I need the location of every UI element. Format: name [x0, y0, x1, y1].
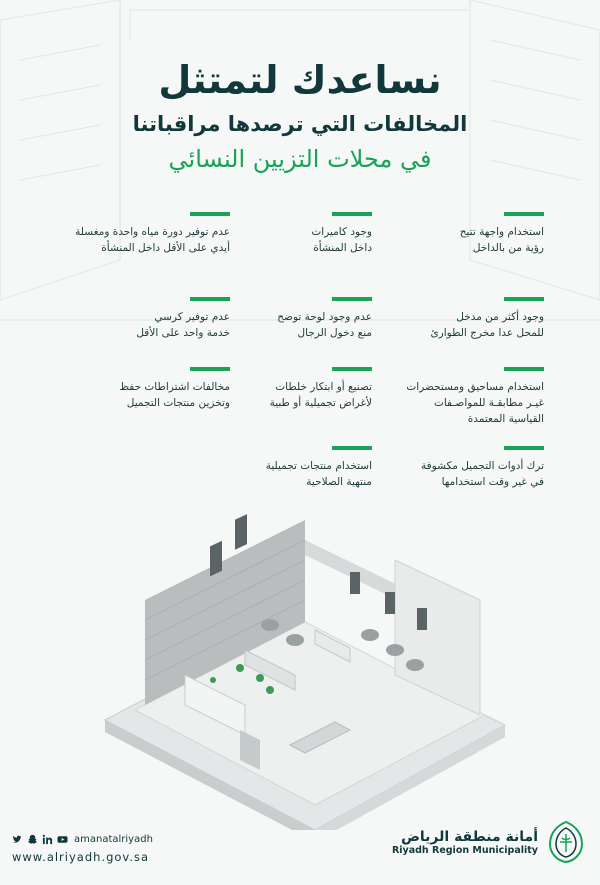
logo-text — [392, 829, 538, 856]
page-title: نساعدك لتمتثل — [158, 58, 442, 102]
violation-text: استخدام منتجات تجميلية منتهية الصلاحية — [265, 460, 372, 488]
violation-text: وجود أكثر من مدخل للمحل عدا مخرج الطوارئ — [430, 311, 544, 339]
municipality-logo — [392, 820, 586, 864]
violation-text: استخدام واجهة تتيح رؤية من بالداخل — [459, 226, 544, 254]
linkedin-icon[interactable] — [42, 834, 53, 845]
item-accent-bar — [332, 367, 372, 371]
youtube-icon[interactable] — [57, 834, 68, 845]
violation-text: عدم وجود لوحة توضح منع دخول الرجال — [277, 311, 372, 339]
item-accent-bar — [190, 212, 230, 216]
municipality-emblem-icon — [546, 820, 586, 864]
violation-item — [200, 446, 372, 490]
page-subtitle: المخالفات التي ترصدها مراقباتنا — [132, 112, 468, 136]
social-handle[interactable]: amanatalriyadh — [74, 833, 153, 845]
footer-contact — [12, 832, 212, 864]
item-accent-bar — [332, 446, 372, 450]
violation-text: عدم توفير دورة مياه واحدة ومغسلة أيدي على الأقل داخل المنشأة — [75, 226, 230, 254]
item-accent-bar — [504, 367, 544, 371]
violation-text: عدم توفير كرسي خدمة واحد على الأقل — [136, 311, 230, 339]
violation-item — [362, 367, 544, 427]
item-accent-bar — [332, 212, 372, 216]
item-accent-bar — [504, 297, 544, 301]
violation-item — [372, 446, 544, 490]
snapchat-icon[interactable] — [27, 834, 38, 845]
item-accent-bar — [332, 297, 372, 301]
violation-item — [372, 297, 544, 341]
salon-illustration — [95, 500, 515, 830]
item-accent-bar — [504, 446, 544, 450]
item-accent-bar — [190, 297, 230, 301]
logo-english-name: Riyadh Region Municipality — [391, 844, 538, 856]
violation-text: وجود كاميرات داخل المنشأة — [311, 226, 372, 254]
twitter-icon[interactable] — [12, 834, 23, 845]
violation-text: مخالفات اشتراطات حفظ وتخزين منتجات التجميل — [119, 381, 230, 409]
page-subtitle-highlight: في محلات التزيين النسائي — [168, 145, 432, 173]
website-link[interactable]: www.alriyadh.gov.sa — [12, 850, 150, 864]
violation-item — [372, 212, 544, 256]
social-links — [12, 832, 212, 846]
item-accent-bar — [190, 367, 230, 371]
violation-item — [58, 367, 230, 411]
violation-item — [38, 212, 230, 256]
logo-arabic-name: أمانة منطقة الرياض — [401, 828, 538, 845]
violation-text: استخدام مساحيق ومستحضرات غيـر مطابقـة للمواصـفات القياسية المعتمدة — [406, 381, 544, 425]
violation-item — [58, 297, 230, 341]
violation-text: ترك أدوات التجميل مكشوفة في غير وقت استخدامها — [421, 460, 544, 488]
item-accent-bar — [504, 212, 544, 216]
violation-text: تصنيع أو ابتكار خلطات لأغراض تجميلية أو طبية — [269, 381, 372, 409]
